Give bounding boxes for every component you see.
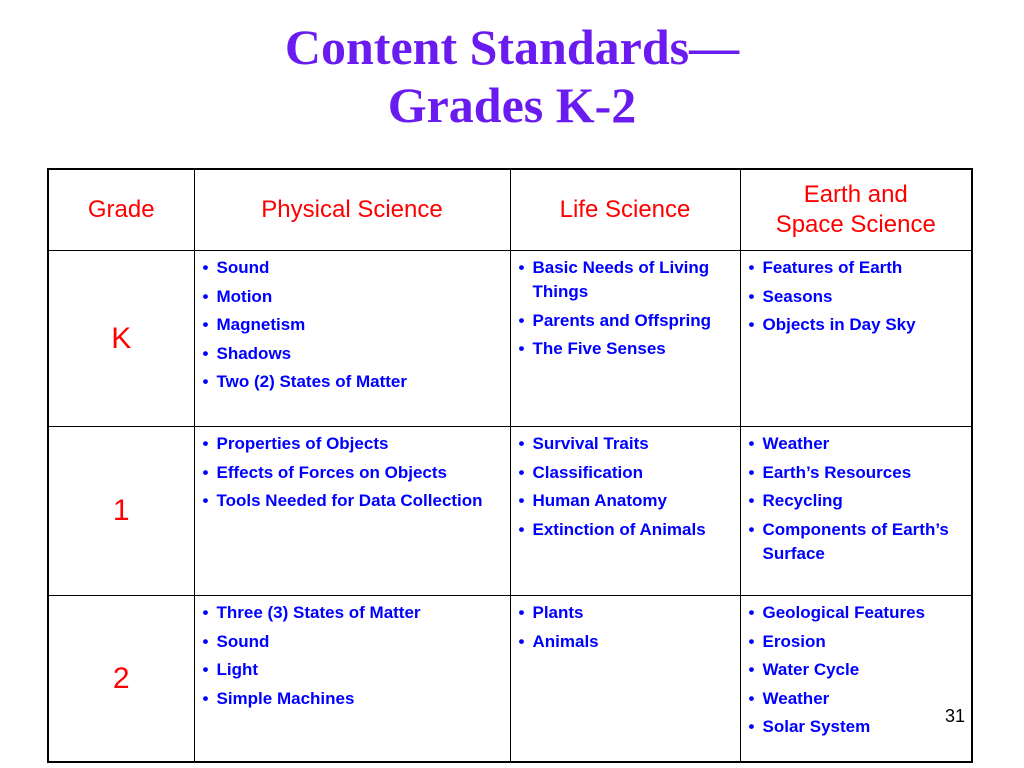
header-physical-science: Physical Science xyxy=(194,169,510,251)
physical-science-cell xyxy=(194,427,510,596)
grade-cell: 2 xyxy=(48,596,194,763)
list-item: • Simple Machines xyxy=(203,687,502,711)
list-item: • Motion xyxy=(203,285,502,309)
list-item: • Basic Needs of Living Things xyxy=(519,256,732,304)
list-item: • Extinction of Animals xyxy=(519,518,732,542)
list-item: • Properties of Objects xyxy=(203,432,502,456)
list-item: • Weather xyxy=(749,687,964,711)
list-item: • Geological Features xyxy=(749,601,964,625)
topic-list xyxy=(749,256,964,337)
list-item: • Objects in Day Sky xyxy=(749,313,964,337)
list-item: • Two (2) States of Matter xyxy=(203,370,502,394)
list-item: • Plants xyxy=(519,601,732,625)
list-item: • Classification xyxy=(519,461,732,485)
grade-cell: 1 xyxy=(48,427,194,596)
grade-cell: K xyxy=(48,251,194,427)
topic-list xyxy=(749,601,964,739)
topic-list xyxy=(203,256,502,394)
list-item: • Human Anatomy xyxy=(519,489,732,513)
list-item: • Tools Needed for Data Collection xyxy=(203,489,502,513)
list-item: • Earth’s Resources xyxy=(749,461,964,485)
standards-table xyxy=(47,168,973,763)
topic-list xyxy=(519,601,732,654)
life-science-cell xyxy=(510,427,740,596)
physical-science-cell xyxy=(194,596,510,763)
table-row xyxy=(48,596,972,763)
title-line-1: Content Standards— xyxy=(284,19,740,75)
list-item: • Seasons xyxy=(749,285,964,309)
list-item: • Recycling xyxy=(749,489,964,513)
topic-list xyxy=(749,432,964,566)
earth-space-science-cell xyxy=(740,596,972,763)
list-item: • Shadows xyxy=(203,342,502,366)
list-item: • Light xyxy=(203,658,502,682)
table-row xyxy=(48,427,972,596)
list-item: • Sound xyxy=(203,256,502,280)
topic-list xyxy=(519,432,732,542)
life-science-cell xyxy=(510,596,740,763)
list-item: • Weather xyxy=(749,432,964,456)
header-life-science: Life Science xyxy=(510,169,740,251)
title-line-2: Grades K-2 xyxy=(387,77,637,133)
list-item: • Components of Earth’s Surface xyxy=(749,518,964,566)
list-item: • Solar System xyxy=(749,715,964,739)
list-item: • Erosion xyxy=(749,630,964,654)
list-item: • Survival Traits xyxy=(519,432,732,456)
slide-title xyxy=(0,18,1024,134)
header-earth-line-2: Space Science xyxy=(775,211,936,238)
topic-list xyxy=(203,432,502,513)
list-item: • Features of Earth xyxy=(749,256,964,280)
topic-list xyxy=(519,256,732,361)
life-science-cell xyxy=(510,251,740,427)
header-row xyxy=(48,169,972,251)
header-earth-space-science xyxy=(740,169,972,251)
header-grade: Grade xyxy=(48,169,194,251)
list-item: • Sound xyxy=(203,630,502,654)
topic-list xyxy=(203,601,502,711)
list-item: • Effects of Forces on Objects xyxy=(203,461,502,485)
earth-space-science-cell xyxy=(740,427,972,596)
list-item: • Magnetism xyxy=(203,313,502,337)
list-item: • Three (3) States of Matter xyxy=(203,601,502,625)
page-number: 31 xyxy=(944,706,965,726)
physical-science-cell xyxy=(194,251,510,427)
earth-space-science-cell xyxy=(740,251,972,427)
list-item: • The Five Senses xyxy=(519,337,732,361)
list-item: • Parents and Offspring xyxy=(519,309,732,333)
table-row xyxy=(48,251,972,427)
list-item: • Animals xyxy=(519,630,732,654)
header-earth-line-1: Earth and xyxy=(803,181,908,208)
list-item: • Water Cycle xyxy=(749,658,964,682)
